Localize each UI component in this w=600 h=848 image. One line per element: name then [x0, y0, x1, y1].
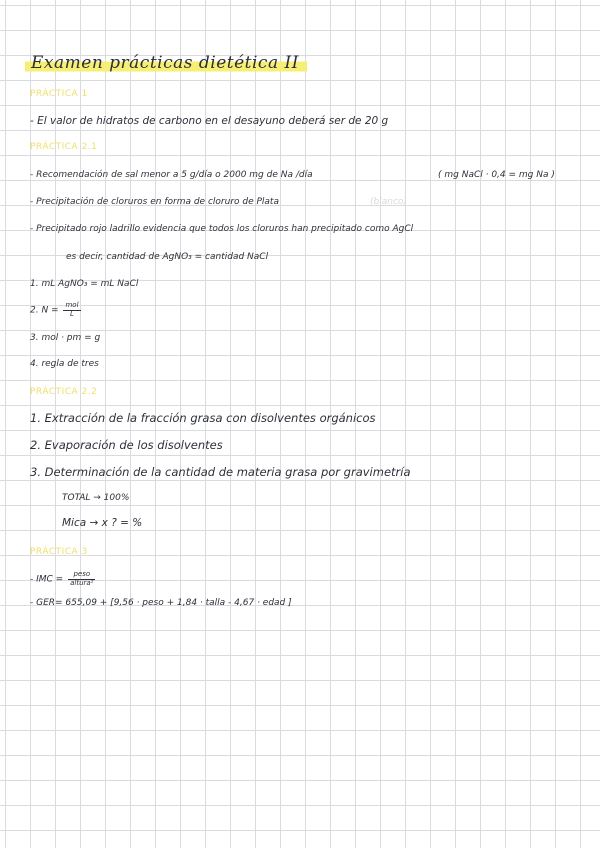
- imc-fraction: $\frac{\text{peso}}{\text{altura²}}$: [70, 570, 94, 587]
- practica-2-2-line-3: 3. Determinación de la cantidad de materia grasa por gravimetría: [30, 465, 411, 479]
- section-heading-practica-2-2: PRÁCTICA 2.2: [30, 387, 98, 397]
- practica-1-line: - El valor de hidratos de carbono en el desayuno deberá ser de 20 g: [30, 115, 389, 127]
- section-heading-practica-1: PRÁCTICA 1: [30, 89, 88, 99]
- practica-3-ger: - GER= 655,09 + [9,56 · peso + 1,84 · talla - 4,67 · edad ]: [30, 598, 292, 608]
- practica-2-1-step-2: 2. N = $\frac{\text{mol}}{L}$: [30, 301, 79, 318]
- practica-2-1-step-4: 4. regla de tres: [30, 359, 99, 369]
- mol-per-litre-fraction: $\frac{\text{mol}}{L}$: [65, 301, 79, 318]
- practica-2-1-line-1: - Recomendación de sal menor a 5 g/día o 2000 mg de Na /día: [30, 170, 313, 180]
- page-title: Examen prácticas dietética II: [25, 53, 307, 73]
- practica-2-1-line-2-faint: (blanco): [370, 197, 407, 207]
- practica-2-1-step-3: 3. mol · pm = g: [30, 333, 101, 343]
- practica-2-2-line-2: 2. Evaporación de los disolventes: [30, 438, 223, 452]
- section-heading-practica-3: PRÁCTICA 3: [30, 547, 88, 557]
- practica-2-1-step-1: 1. mL AgNO₃ = mL NaCl: [30, 279, 139, 289]
- practica-2-1-line-2: - Precipitación de cloruros en forma de cloruro de Plata: [30, 197, 279, 207]
- practica-2-1-line-4: es decir, cantidad de AgNO₃ = cantidad NaCl: [66, 252, 269, 262]
- practica-2-2-row-mica: Mica → x ? = %: [62, 517, 143, 529]
- practica-2-2-line-1: 1. Extracción de la fracción grasa con disolventes orgánicos: [30, 411, 376, 425]
- practica-2-1-line-3: - Precipitado rojo ladrillo evidencia que todos los cloruros han precipitado como AgCl: [30, 224, 414, 234]
- section-heading-practica-2-1: PRÁCTICA 2.1: [30, 142, 98, 152]
- practica-2-1-formula: ( mg NaCl · 0,4 = mg Na ): [438, 170, 555, 180]
- practica-2-2-row-total: TOTAL → 100%: [62, 493, 130, 503]
- practica-3-imc: - IMC = $\frac{\text{peso}}{\text{altura²}}$: [30, 570, 94, 587]
